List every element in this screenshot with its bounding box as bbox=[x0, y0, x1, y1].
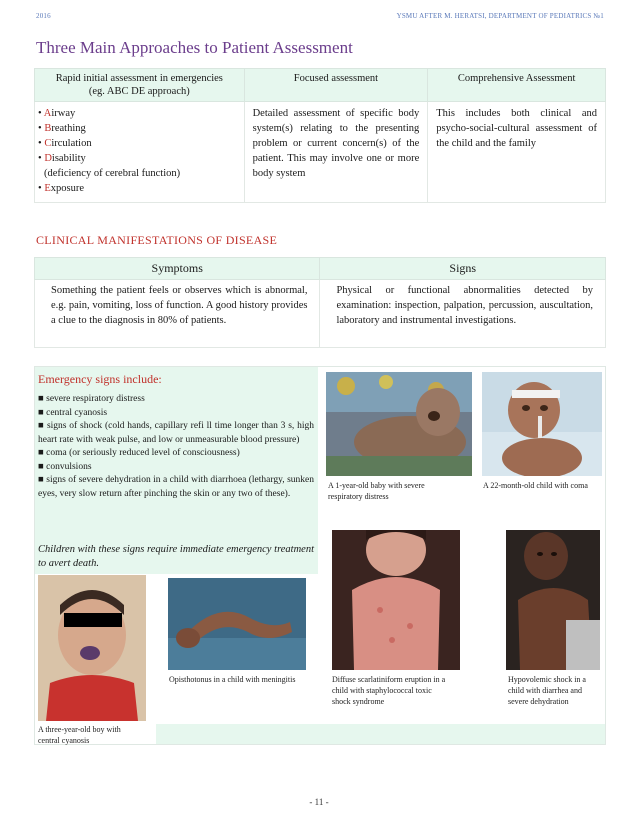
list-item-text: signs of severe dehydration in a child with diarrhoea (lethargy, sunken eyes, very slow return after pinching the skin or any two of these). bbox=[38, 475, 314, 499]
list-item bbox=[38, 461, 314, 475]
list-item-text: severe respiratory distress bbox=[46, 394, 145, 404]
caption-line: Diffuse scarlatiniform eruption in a bbox=[332, 675, 446, 684]
caption-boy-cyanosis bbox=[38, 724, 121, 746]
photo-scarlatiniform-eruption bbox=[332, 530, 460, 670]
abcde-initial: D bbox=[44, 153, 52, 164]
focused-assessment-text: Detailed assessment of specific body system(s) relating to the presenting problem or current concern(s) of the patient. This may involve one or more body system bbox=[244, 102, 428, 203]
abcde-bullet: • bbox=[38, 108, 44, 119]
header-year: 2016 bbox=[36, 12, 51, 20]
abcde-rest: irculation bbox=[51, 138, 92, 149]
caption-baby-respiratory-distress bbox=[328, 480, 425, 502]
approaches-header-comprehensive: Comprehensive Assessment bbox=[428, 69, 606, 102]
symptoms-signs-table bbox=[34, 257, 606, 348]
abcde-bullet: • bbox=[38, 123, 45, 134]
clinical-section-title: CLINICAL MANIFESTATIONS OF DISEASE bbox=[36, 233, 278, 247]
caption-child-coma: A 22-month-old child with coma bbox=[483, 481, 588, 490]
abcde-bullet: • bbox=[38, 153, 45, 164]
rapid-header-line1: Rapid initial assessment in emergencies bbox=[55, 73, 223, 84]
photo-baby-respiratory-distress bbox=[326, 372, 472, 476]
abcde-initial: B bbox=[44, 123, 52, 134]
list-item-text: coma (or seriously reduced level of consciousness) bbox=[46, 448, 240, 458]
emergency-note: Children with these signs require immediate emergency treatment to avert death. bbox=[38, 544, 314, 569]
disability-note: (deficiency of cerebral function) bbox=[44, 168, 181, 179]
abcde-bullet: • bbox=[38, 138, 45, 149]
caption-line: Hypovolemic shock in a bbox=[508, 675, 586, 684]
caption-hypovolemic bbox=[508, 674, 586, 707]
photo-opisthotonus bbox=[168, 578, 306, 670]
abcde-item-circulation bbox=[38, 136, 236, 151]
photo-boy-cyanosis bbox=[38, 575, 146, 721]
caption-line: respiratory distress bbox=[328, 492, 389, 501]
caption-line: central cyanosis bbox=[38, 736, 90, 745]
list-item-text: convulsions bbox=[46, 461, 92, 472]
signs-header: Signs bbox=[320, 258, 606, 280]
caption-scarlatiniform bbox=[332, 674, 445, 707]
approaches-table bbox=[34, 68, 606, 203]
abcde-item-breathing bbox=[38, 121, 236, 136]
signs-text: Physical or functional abnormalities detected by examination: inspection, palpation, percussion, auscultation, laboratory and instrumental investigations. bbox=[320, 280, 606, 348]
abcde-item-airway bbox=[38, 106, 236, 121]
list-bullet: ■ bbox=[38, 475, 47, 485]
caption-line: child with diarrhea and bbox=[508, 686, 582, 695]
abcde-rest: reathing bbox=[51, 123, 86, 134]
list-item bbox=[38, 393, 314, 407]
abcde-initial: C bbox=[44, 138, 52, 149]
list-bullet: ■ bbox=[38, 421, 47, 431]
abcde-rest: isability bbox=[51, 153, 86, 164]
photo-child-coma bbox=[482, 372, 602, 476]
list-item-text: central cyanosis bbox=[46, 407, 108, 418]
page-number: - 11 - bbox=[309, 797, 329, 807]
page-title: Three Main Approaches to Patient Assessment bbox=[36, 38, 353, 57]
list-item-text: signs of shock (cold hands, capillary refi ll time longer than 3 s, high heart rate with weak pulse, and low or unmeasurable blood pressure) bbox=[38, 421, 314, 445]
abcde-item-exposure bbox=[38, 181, 236, 196]
abcde-item-disability bbox=[38, 151, 236, 166]
caption-opisthotonus: Opisthotonus in a child with meningitis bbox=[169, 675, 296, 684]
header-source: YSMU AFTER M. HERATSI, DEPARTMENT OF PEDIATRICS №1 bbox=[396, 12, 604, 20]
list-bullet: ■ bbox=[38, 448, 47, 458]
list-item bbox=[38, 407, 314, 421]
symptoms-text: Something the patient feels or observes which is abnormal, e.g. pain, vomiting, loss of function. A good history provides a clue to the diagnosis in 80% of patients. bbox=[35, 280, 320, 348]
emergency-title: Emergency signs include: bbox=[38, 372, 162, 386]
photo-hypovolemic-shock bbox=[506, 530, 600, 670]
list-bullet: ■ bbox=[38, 407, 47, 418]
abcde-bullet: • bbox=[38, 183, 45, 194]
approaches-header-focused: Focused assessment bbox=[244, 69, 428, 102]
caption-line: severe dehydration bbox=[508, 697, 569, 706]
rapid-header-line2: (eg. ABC DE approach) bbox=[88, 86, 190, 97]
comprehensive-assessment-text: This includes both clinical and psycho-social-cultural assessment of the child and the family bbox=[428, 102, 606, 203]
caption-line: A 1-year-old baby with severe bbox=[328, 481, 425, 490]
abcde-rest: irway bbox=[51, 108, 76, 119]
emergency-bottom-band bbox=[156, 724, 605, 744]
caption-line: shock syndrome bbox=[332, 697, 385, 706]
emergency-signs-list bbox=[38, 393, 314, 501]
symptoms-header: Symptoms bbox=[35, 258, 320, 280]
abcde-rest: xposure bbox=[50, 183, 84, 194]
list-item bbox=[38, 447, 314, 461]
abcde-initial: E bbox=[44, 183, 51, 194]
approaches-header-rapid bbox=[35, 69, 245, 102]
list-bullet: ■ bbox=[38, 461, 47, 472]
abcde-cell bbox=[35, 102, 245, 203]
list-bullet: ■ bbox=[38, 394, 47, 404]
caption-line: A three-year-old boy with bbox=[38, 725, 121, 734]
caption-line: child with staphylococcal toxic bbox=[332, 686, 432, 695]
list-item bbox=[38, 474, 314, 501]
abcde-initial: A bbox=[43, 108, 52, 119]
list-item bbox=[38, 420, 314, 447]
